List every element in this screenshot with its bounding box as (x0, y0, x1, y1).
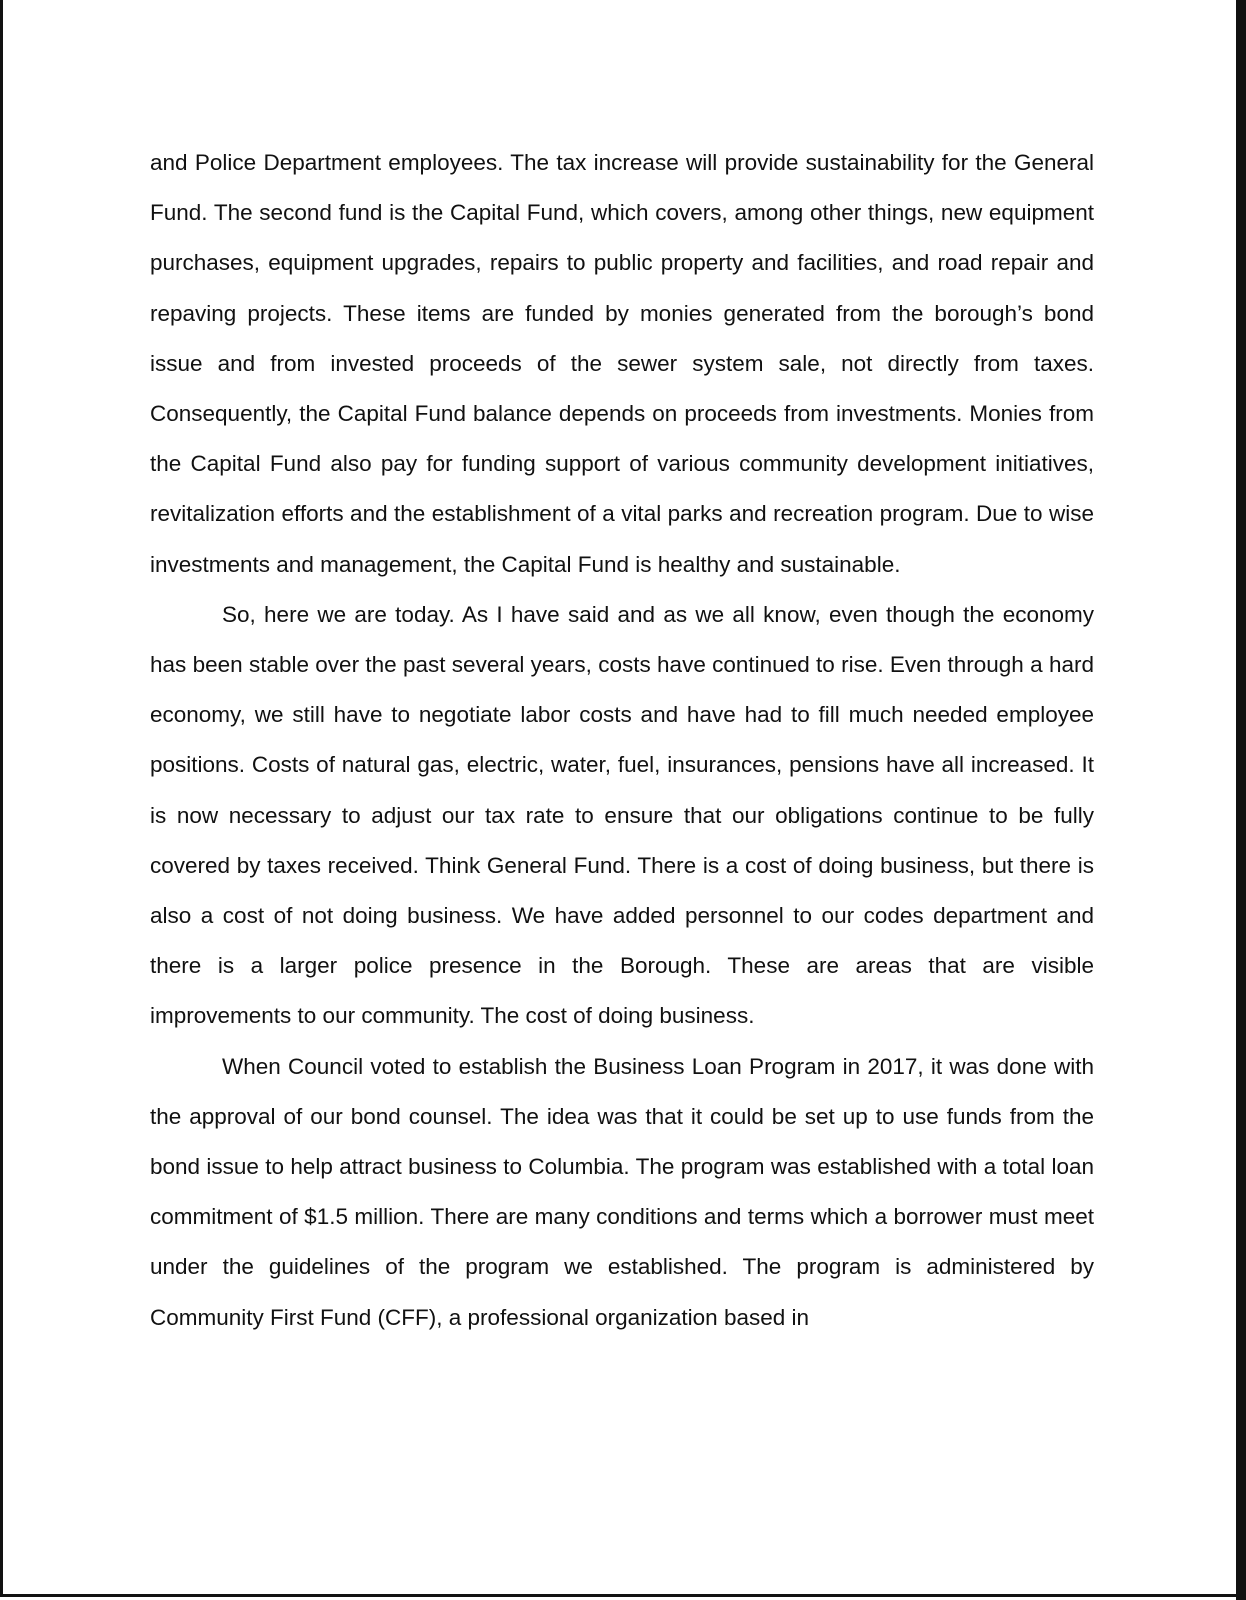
paragraph-business-loan-program: When Council voted to establish the Business Loan Program in 2017, it was done with the approval of our bond counsel. The idea was that it could be set up to use funds from the bond issue to help attract business to Columbia. The program was established with a total loan commitment of $1.5 million. There are many conditions and terms which a borrower must meet under the guidelines of the program we established. The program is administered by Community First Fund (CFF), a professional organization based in (150, 1053, 1094, 1330)
paragraph-general-capital-fund: and Police Department employees. The tax increase will provide sustainability for the General Fund. The second fund is the Capital Fund, which covers, among other things, new equipment purchases, equipment upgrades, repairs to public property and facilities, and road repair and repaving projects. These items are funded by monies generated from the borough’s bond issue and from invested proceeds of the sewer system sale, not directly from taxes. Consequently, the Capital Fund balance depends on proceeds from investments. Monies from the Capital Fund also pay for funding support of various community development initiatives, revitalization efforts and the establishment of a vital parks and recreation program. Due to wise investments and management, the Capital Fund is healthy and sustainable. (150, 150, 1094, 577)
page-edge-border (1236, 0, 1246, 1600)
paragraph-costs-rising: So, here we are today. As I have said and as we all know, even though the economy has been stable over the past several years, costs have continued to rise. Even through a hard economy, we still have to negotiate labor costs and have had to fill much needed employee positions. Costs of natural gas, electric, water, fuel, insurances, pensions have all increased. It is now necessary to adjust our tax rate to ensure that our obligations continue to be fully covered by taxes received. Think General Fund. There is a cost of doing business, but there is also a cost of not doing business. We have added personnel to our codes department and there is a larger police presence in the Borough. These are areas that are visible improvements to our community. The cost of doing business. (150, 601, 1094, 1029)
body-text (150, 138, 1094, 1343)
